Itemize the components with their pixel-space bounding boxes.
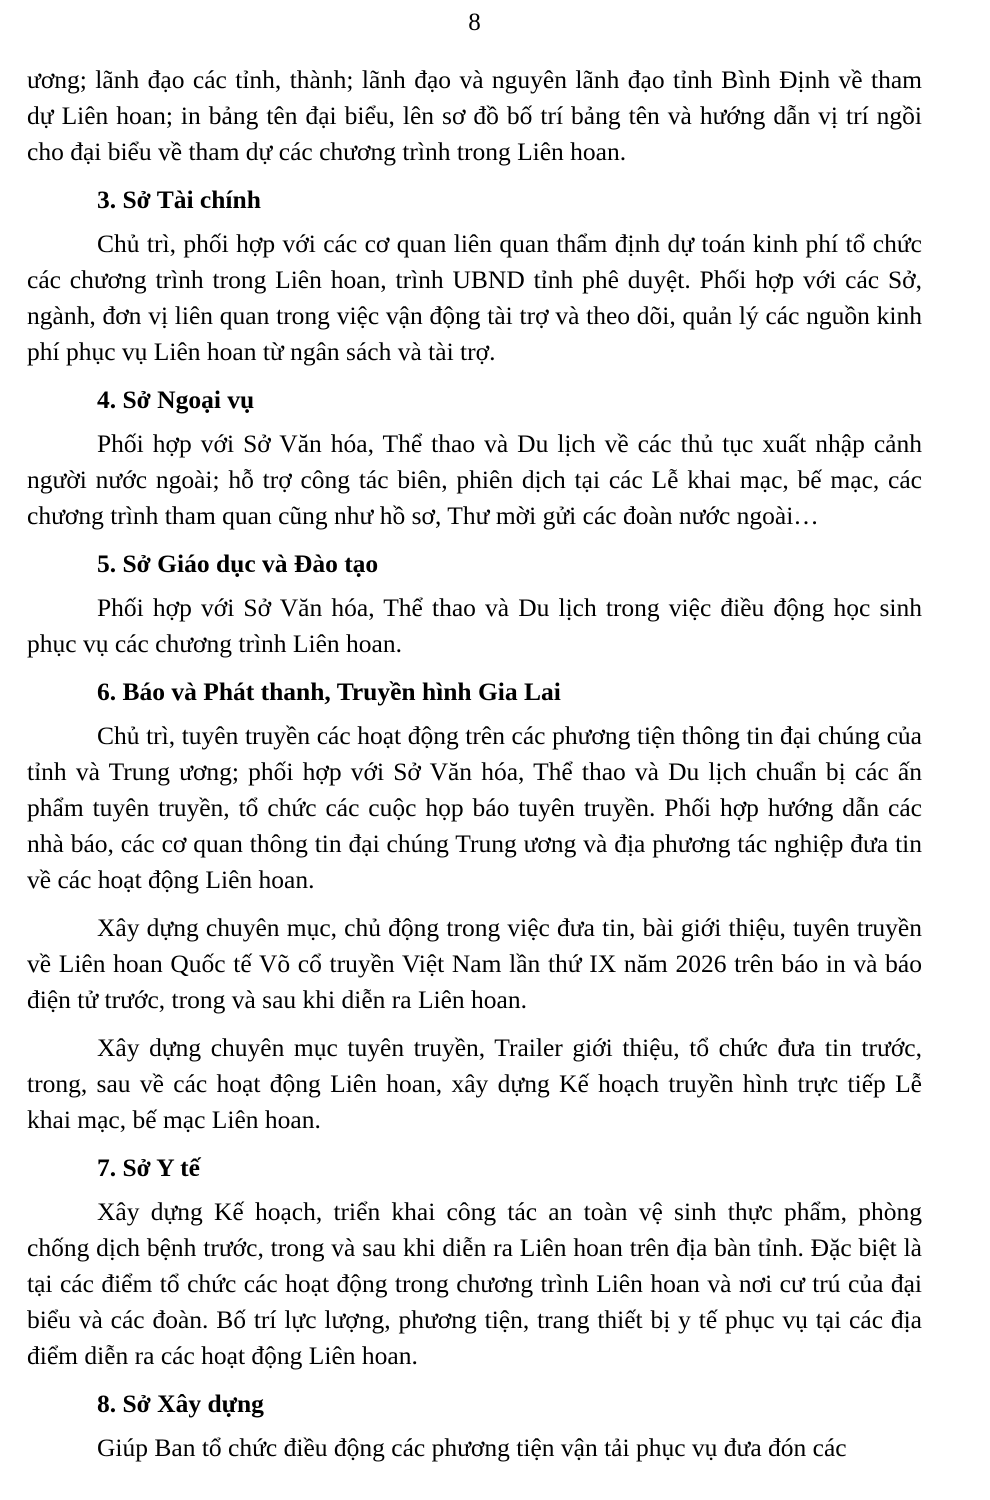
section-heading-4: 4. Sở Ngoại vụ — [97, 385, 255, 414]
section-heading-6: 6. Báo và Phát thanh, Truyền hình Gia Lai — [97, 677, 561, 706]
document-page — [27, 0, 922, 1466]
section-heading-7: 7. Sở Y tế — [97, 1153, 200, 1182]
section-8-paragraph: Giúp Ban tổ chức điều động các phương tiện vận tải phục vụ đưa đón các — [97, 1433, 847, 1462]
page-number: 8 — [468, 9, 481, 36]
section-3-paragraph: Chủ trì, phối hợp với các cơ quan liên quan thẩm định dự toán kinh phí tổ chức các chương trình trong Liên hoan, trình UBND tỉnh phê duyệt. Phối hợp với các Sở, ngành, đơn vị liên quan trong việc vận động tài trợ và theo dõi, quản lý các nguồn kinh phí phục vụ Liên hoan từ ngân sách và tài trợ. — [27, 229, 922, 366]
section-6-paragraph-2: Xây dựng chuyên mục, chủ động trong việc đưa tin, bài giới thiệu, tuyên truyền về Liên hoan Quốc tế Võ cổ truyền Việt Nam lần thứ IX năm 2026 trên báo in và báo điện tử trước, trong và sau khi diễn ra Liên hoan. — [27, 913, 922, 1014]
section-6-paragraph-3: Xây dựng chuyên mục tuyên truyền, Trailer giới thiệu, tổ chức đưa tin trước, trong, sau về các hoạt động Liên hoan, xây dựng Kế hoạch truyền hình trực tiếp Lễ khai mạc, bế mạc Liên hoan. — [27, 1033, 922, 1134]
section-7-paragraph: Xây dựng Kế hoạch, triển khai công tác an toàn vệ sinh thực phẩm, phòng chống dịch bệnh trước, trong và sau khi diễn ra Liên hoan trên địa bàn tỉnh. Đặc biệt là tại các điểm tổ chức các hoạt động trong chương trình Liên hoan và nơi cư trú của đại biểu và các đoàn. Bố trí lực lượng, phương tiện, trang thiết bị y tế phục vụ tại các địa điểm diễn ra các hoạt động Liên hoan. — [27, 1197, 922, 1370]
section-heading-8: 8. Sở Xây dựng — [97, 1389, 264, 1418]
section-5-paragraph: Phối hợp với Sở Văn hóa, Thể thao và Du lịch trong việc điều động học sinh phục vụ các chương trình Liên hoan. — [27, 593, 922, 658]
section-4-paragraph: Phối hợp với Sở Văn hóa, Thể thao và Du lịch về các thủ tục xuất nhập cảnh người nước ngoài; hỗ trợ công tác biên, phiên dịch tại các Lễ khai mạc, bế mạc, các chương trình tham quan cũng như hồ sơ, Thư mời gửi các đoàn nước ngoài… — [27, 429, 922, 530]
section-heading-5: 5. Sở Giáo dục và Đào tạo — [97, 549, 379, 578]
section-6-paragraph-1: Chủ trì, tuyên truyền các hoạt động trên các phương tiện thông tin đại chúng của tỉnh và Trung ương; phối hợp với Sở Văn hóa, Thể thao và Du lịch chuẩn bị các ấn phẩm tuyên truyền, tổ chức các cuộc họp báo tuyên truyền. Phối hợp hướng dẫn các nhà báo, các cơ quan thông tin đại chúng Trung ương và địa phương tác nghiệp đưa tin về các hoạt động Liên hoan. — [27, 721, 922, 894]
intro-paragraph: ương; lãnh đạo các tỉnh, thành; lãnh đạo và nguyên lãnh đạo tỉnh Bình Định về tham dự Liên hoan; in bảng tên đại biểu, lên sơ đồ bố trí bảng tên và hướng dẫn vị trí ngồi cho đại biểu về tham dự các chương trình trong Liên hoan. — [27, 65, 922, 166]
section-heading-3: 3. Sở Tài chính — [97, 185, 261, 214]
